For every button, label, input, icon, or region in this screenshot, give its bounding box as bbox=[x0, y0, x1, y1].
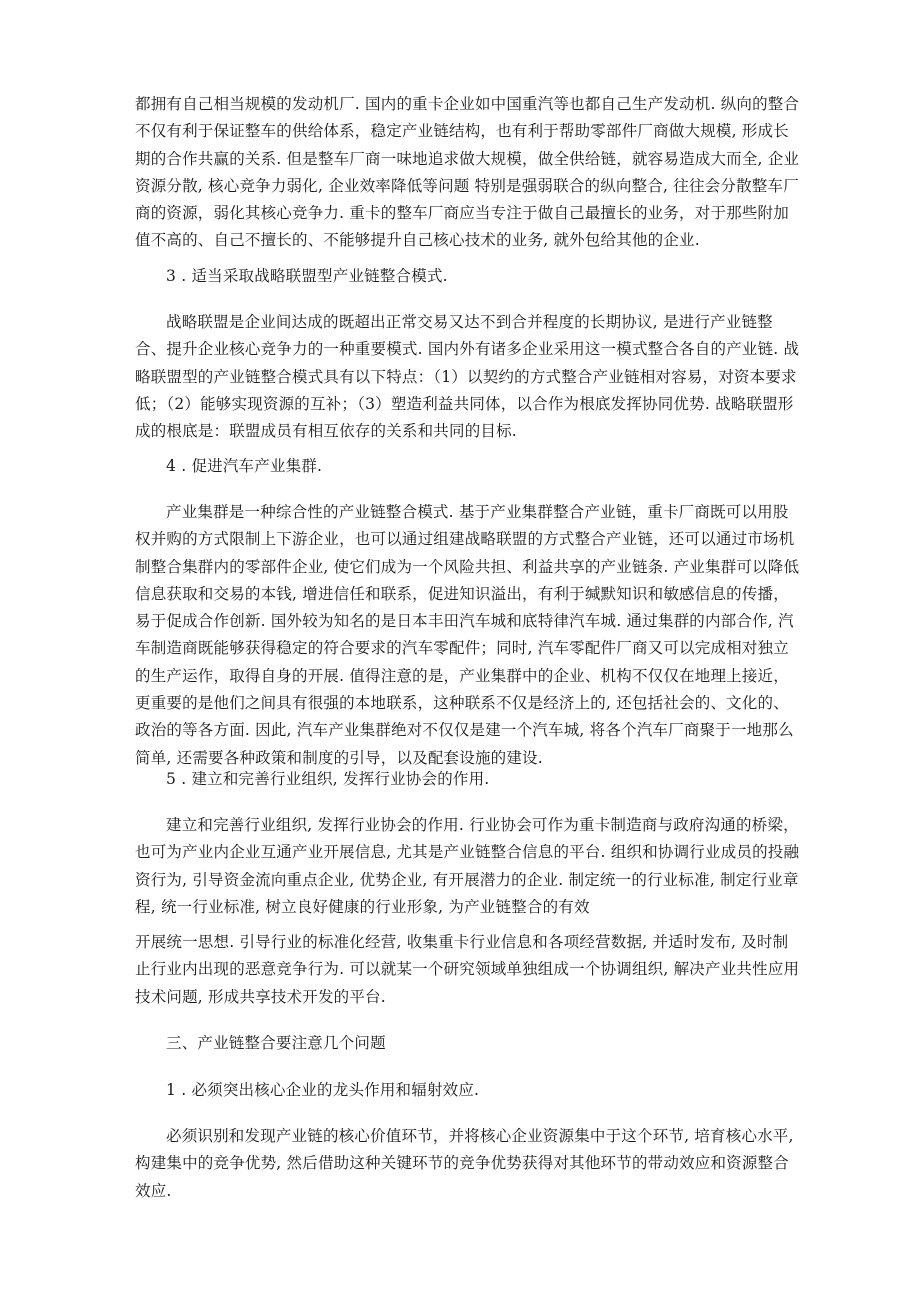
section-heading-issues: 三、产业链整合要注意几个问题 bbox=[166, 1034, 386, 1052]
paragraph-association-continued: 开展统一思想. 引导行业的标准化经营, 收集重卡行业信息和各项经营数据, 并适时发布, 及时制止行业内出现的恶意竞争行为. 可以就某一个研究领域单独组成一个协调组织, 解决产业共性应用技术问题, 形成共享技术开发的平台. bbox=[135, 933, 800, 1006]
heading-industry-cluster: 4 . 促进汽车产业集群. bbox=[166, 457, 323, 475]
paragraph-industry-cluster: 产业集群是一种综合性的产业链整合模式. 基于产业集群整合产业链，重卡厂商既可以用股权并购的方式限制上下游企业，也可以通过组建战略联盟的方式整合产业链，还可以通过市场机制整合集群内的零部件企业, 使它们成为一个风险共担、利益共享的产业链条. 产业集群可以降低信息获取和交易的本钱, 增进信任和联系，促进知识溢出，有利于缄默知识和敏感信息的传播，易于促成合作创新. 国外较为知名的是日本丰田汽车城和底特律汽车城. 通过集群的内部合作, 汽车制造商既能够获得稳定的符合要求的汽车零配件；同时, 汽车零配件厂商又可以完成相对独立的生产运作，取得自身的开展. 值得注意的是，产业集群中的企业、机构不仅仅在地理上接近，更重要的是他们之间具有很强的本地联系，这种联系不仅是经济上的, 还包括社会的、文化的、政治的等各方面. 因此, 汽车产业集群绝对不仅仅是建一个汽车城, 将各个汽车厂商聚于一地那么简单, 还需要各种政策和制度的引导，以及配套设施的建设. bbox=[135, 503, 800, 767]
heading-industry-association: 5 . 建立和完善行业组织, 发挥行业协会的作用. bbox=[166, 770, 490, 788]
paragraph-vertical-integration: 都拥有自己相当规模的发动机厂. 国内的重卡企业如中国重汽等也都自己生产发动机. 纵向的整合不仅有利于保证整车的供给体系，稳定产业链结构，也有利于帮助零部件厂商做大规模, 形成长期的合作共赢的关系. 但是整车厂商一味地追求做大规模，做全供给链，就容易造成大而全, 企业资源分散, 核心竞争力弱化, 企业效率降低等问题 特别是强弱联合的纵向整合, 往往会分散整车厂商的资源，弱化其核心竞争力. 重卡的整车厂商应当专注于做自己最擅长的业务，对于那些附加值不高的、自己不擅长的、不能够提升自己核心技术的业务, 就外包给其他的企业. bbox=[135, 95, 800, 250]
heading-core-enterprise: 1 . 必须突出核心企业的龙头作用和辐射效应. bbox=[166, 1081, 480, 1099]
heading-strategic-alliance: 3 . 适当采取战略联盟型产业链整合模式. bbox=[166, 267, 448, 285]
paragraph-strategic-alliance: 战略联盟是企业间达成的既超出正常交易又达不到合并程度的长期协议, 是进行产业链整合、提升企业核心竞争力的一种重要模式. 国内外有诸多企业采用这一模式整合各自的产业链. 战略联盟型的产业链整合模式具有以下特点：（1）以契约的方式整合产业链相对容易，对资本要求低；（2）能够实现资源的互补；（3）塑造利益共同体，以合作为根底发挥协同优势. 战略联盟形成的根底是：联盟成员有相互依存的关系和共同的目标. bbox=[135, 313, 800, 441]
paragraph-industry-association: 建立和完善行业组织, 发挥行业协会的作用. 行业协会可作为重卡制造商与政府沟通的桥梁，也可为产业内企业互通产业开展信息, 尤其是产业链整合信息的平台. 组织和协调行业成员的投融资行为, 引导资金流向重点企业, 优势企业, 有开展潜力的企业. 制定统一的行业标准, 制定行业章程, 统一行业标准, 树立良好健康的行业形象, 为产业链整合的有效 bbox=[135, 816, 800, 916]
paragraph-core-enterprise: 必须识别和发现产业链的核心价值环节，并将核心企业资源集中于这个环节, 培育核心水平, 构建集中的竞争优势, 然后借助这种关键环节的竞争优势获得对其他环节的带动效应和资源整合效应. bbox=[135, 1127, 794, 1200]
